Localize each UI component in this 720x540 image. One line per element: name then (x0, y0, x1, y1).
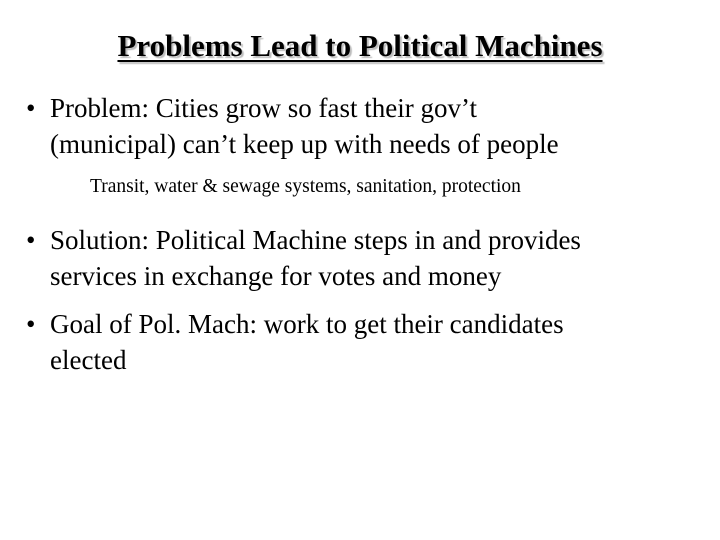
bullet-line: Problem: Cities grow so fast their gov’t (50, 93, 477, 123)
subpoint-text: Transit, water & sewage systems, sanitation, protection (90, 176, 521, 197)
bullet-marker: • (26, 225, 36, 255)
bullet-text (50, 90, 710, 162)
bullet-text (50, 306, 710, 378)
bullet-line: Goal of Pol. Mach: work to get their candidates (50, 309, 564, 339)
bullet-marker: • (26, 309, 36, 339)
bullet-line: (municipal) can’t keep up with needs of people (50, 129, 559, 159)
slide-title: Problems Lead to Political Machines (117, 28, 603, 63)
bullet-marker: • (26, 93, 36, 123)
bullet-text (50, 222, 710, 294)
bullet-line: elected (50, 345, 127, 375)
bullet-line: services in exchange for votes and money (50, 261, 502, 291)
bullet-line: Solution: Political Machine steps in and provides (50, 225, 581, 255)
